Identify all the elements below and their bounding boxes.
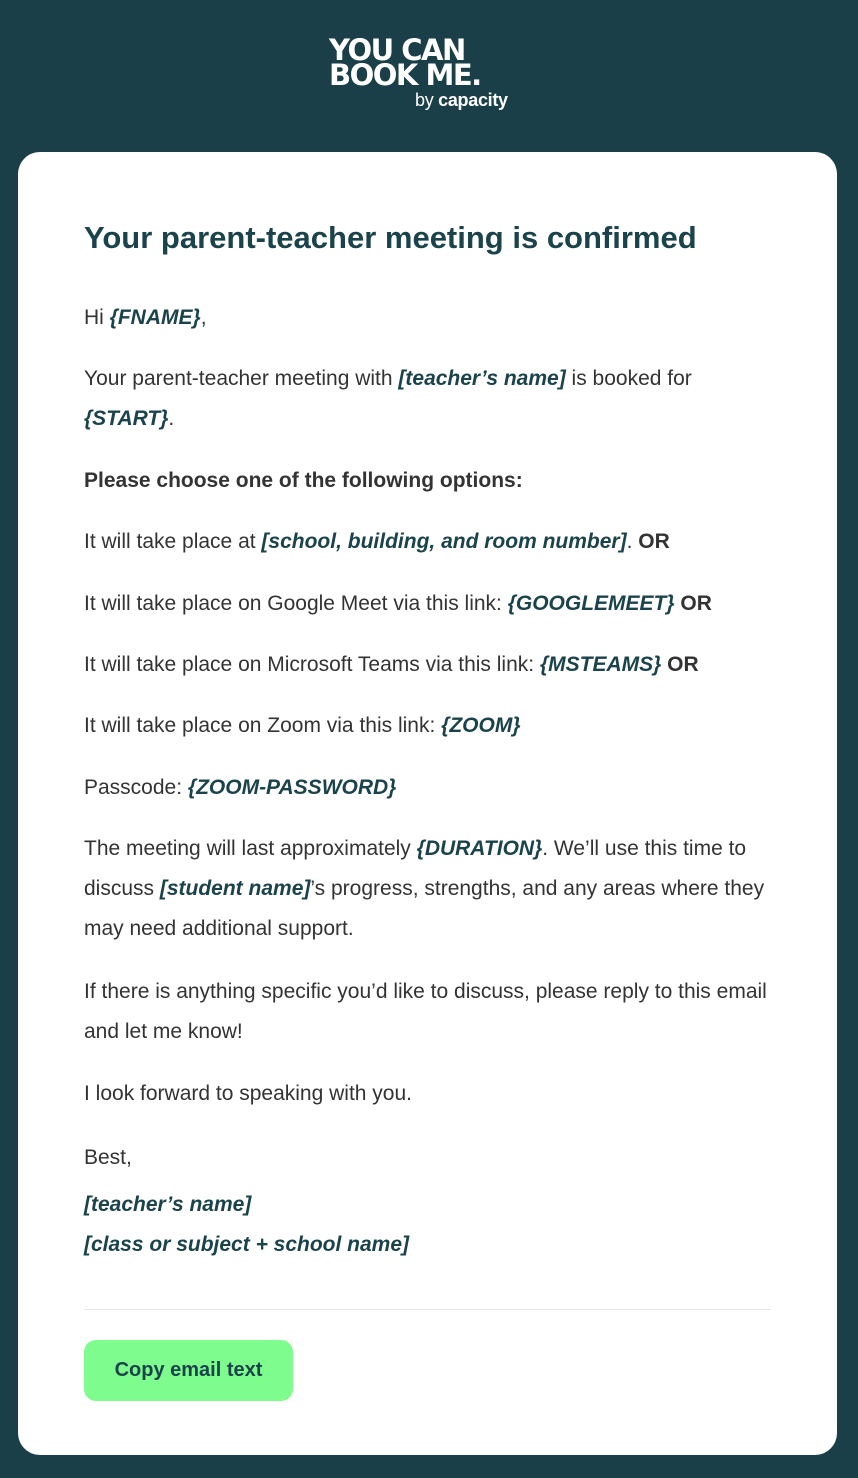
- passcode-prefix: Passcode:: [84, 776, 188, 799]
- copy-email-text-button[interactable]: Copy email text: [84, 1340, 293, 1401]
- googlemeet-placeholder: {GOOGLEMEET}: [507, 592, 675, 615]
- zoom-placeholder: {ZOOM}: [441, 714, 521, 737]
- greeting-suffix: ,: [200, 306, 207, 329]
- duration-placeholder: {DURATION}: [416, 837, 543, 860]
- option-location-prefix: It will take place at: [84, 530, 262, 553]
- option-location-suffix: .: [626, 530, 639, 553]
- logo-line-2: BOOK ME.: [329, 58, 481, 92]
- booked-middle: is booked for: [565, 367, 692, 390]
- logo-company-word: capacity: [438, 90, 508, 110]
- signature-teacher-name: [teacher’s name]: [84, 1193, 252, 1216]
- section-divider: [84, 1309, 771, 1310]
- logo-line-1: YOU CAN: [329, 33, 465, 67]
- option-location-paragraph: [84, 522, 774, 562]
- forward-paragraph: I look forward to speaking with you.: [84, 1082, 413, 1105]
- signature-class-school: [class or subject + school name]: [84, 1233, 410, 1256]
- email-card: [18, 152, 837, 1455]
- msteams-placeholder: {MSTEAMS}: [539, 653, 662, 676]
- brand-logo: [329, 33, 529, 114]
- zoom-password-placeholder: {ZOOM-PASSWORD}: [187, 776, 397, 799]
- duration-middle: . We’ll use this time to discuss: [84, 837, 747, 900]
- option-zoom-prefix: It will take place on Zoom via this link:: [84, 714, 442, 737]
- or-label: OR: [638, 530, 670, 553]
- option-teams-prefix: It will take place on Microsoft Teams via this link:: [84, 653, 540, 676]
- duration-prefix: The meeting will last approximately: [84, 837, 417, 860]
- closing-text: Best,: [84, 1146, 132, 1169]
- booked-suffix: .: [168, 407, 175, 430]
- or-label: OR: [680, 592, 712, 615]
- email-title: Your parent-teacher meeting is confirmed: [84, 220, 697, 255]
- greeting-paragraph: [84, 298, 774, 338]
- booked-paragraph: [84, 359, 774, 439]
- choose-options-heading: Please choose one of the following options:: [84, 469, 523, 492]
- option-teams-paragraph: [84, 645, 774, 685]
- duration-suffix: ’s progress, strengths, and any areas where they may need additional support.: [84, 877, 765, 940]
- start-placeholder: {START}: [84, 407, 169, 430]
- greeting-prefix: Hi: [84, 306, 110, 329]
- location-placeholder: [school, building, and room number]: [261, 530, 627, 553]
- passcode-paragraph: [84, 768, 774, 808]
- duration-paragraph: [84, 829, 774, 949]
- fname-placeholder: {FNAME}: [109, 306, 201, 329]
- student-name-placeholder: [student name]: [159, 877, 311, 900]
- option-zoom-paragraph: [84, 706, 774, 746]
- or-label: OR: [667, 653, 699, 676]
- logo-by-word: by: [415, 90, 434, 110]
- teacher-name-placeholder: [teacher’s name]: [398, 367, 566, 390]
- option-meet-paragraph: [84, 584, 774, 624]
- logo-byline: [415, 90, 508, 110]
- booked-prefix: Your parent-teacher meeting with: [84, 367, 399, 390]
- option-meet-prefix: It will take place on Google Meet via this link:: [84, 592, 508, 615]
- specific-paragraph: If there is anything specific you’d like to discuss, please reply to this email and let me know!: [84, 980, 767, 1043]
